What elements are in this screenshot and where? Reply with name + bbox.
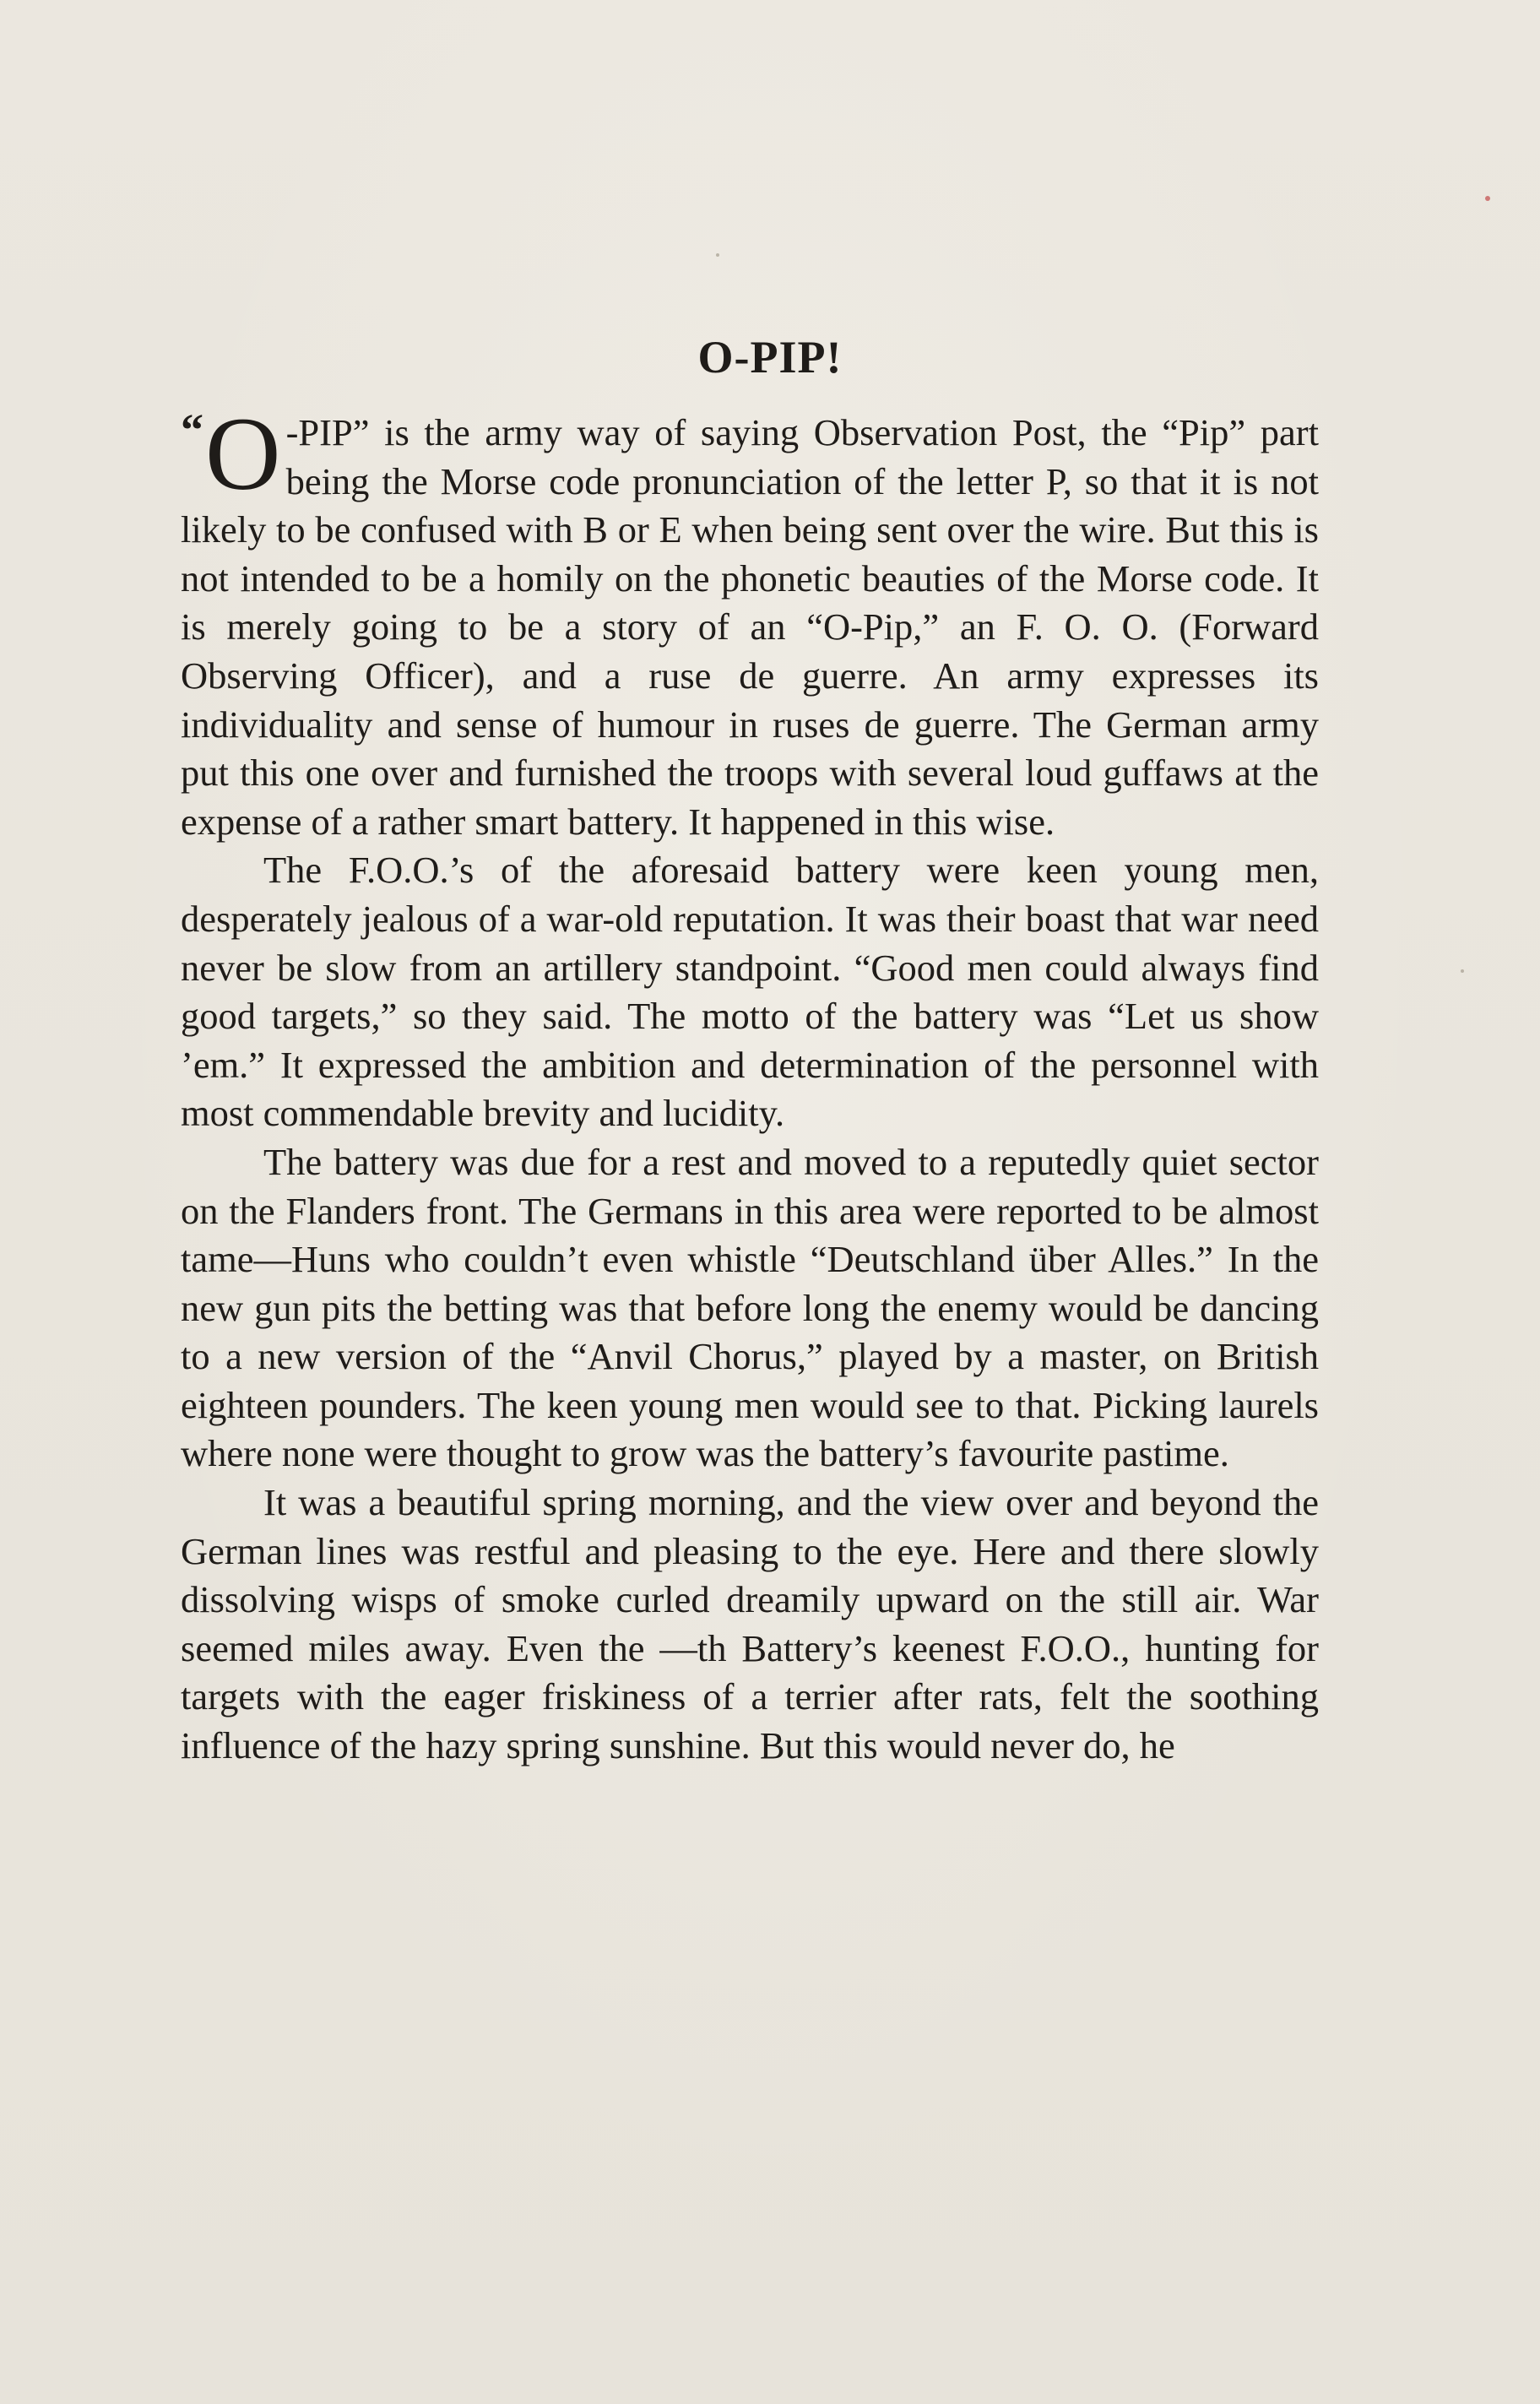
drop-cap: O [205,396,281,512]
paragraph: It was a beautiful spring morning, and the view over and beyond the German lines was restful and pleasing to the eye. Here and there slowly dissolving wisps of smoke curled dreamily upward on the still air. War seemed miles away. Even the —th Battery’s keenest F.O.O., hunting for targets with the eager friskiness of a terrier after rats, felt the soothing influence of the hazy spring sunshine. But this would never do, he [181,1481,1319,1767]
paragraph [181,396,1319,846]
body-text [181,396,1319,1771]
opening-quote: “ [181,404,203,455]
paragraph-text: -PIP” is the army way of saying Observation Post, the “Pip” part being the Morse code pronunciation of the letter P, so that it is not likely to be confused with B or E when being sent over the wire. But this is not intended to be a homily on the phonetic beauties of the Morse code. It is merely going to be a story of an “O-Pip,” an F. O. O. (Forward Observing Officer), and a ruse de guerre. An army expresses its individuality and sense of humour in ruses de guerre. The German army put this one over and furnished the troops with several loud guffaws at the expense of a rather smart battery. It happened in this wise. [181,411,1319,843]
paragraph: The F.O.O.’s of the aforesaid battery were keen young men, desperately jealous of a war-old reputation. It was their boast that war need never be slow from an artillery standpoint. “Good men could always find good targets,” so they said. The motto of the battery was “Let us show ’em.” It expressed the ambition and determination of the personnel with most commendable brevity and lucidity. [181,849,1319,1135]
paragraph: The battery was due for a rest and moved to a reputedly quiet sector on the Flanders front. The Germans in this area were reported to be almost tame—Huns who couldn’t even whistle “Deutschland über Alles.” In the new gun pits the betting was that before long the enemy would be dancing to a new version of the “Anvil Chorus,” played by a master, on British eighteen pounders. The keen young men would see to that. Picking laurels where none were thought to grow was the battery’s favourite pastime. [181,1140,1319,1475]
paper-speck [1461,969,1464,973]
paper-speck [1485,196,1490,201]
chapter-title: O-PIP! [697,332,843,383]
drop-cap-group [181,396,281,512]
paper-speck [716,253,719,257]
